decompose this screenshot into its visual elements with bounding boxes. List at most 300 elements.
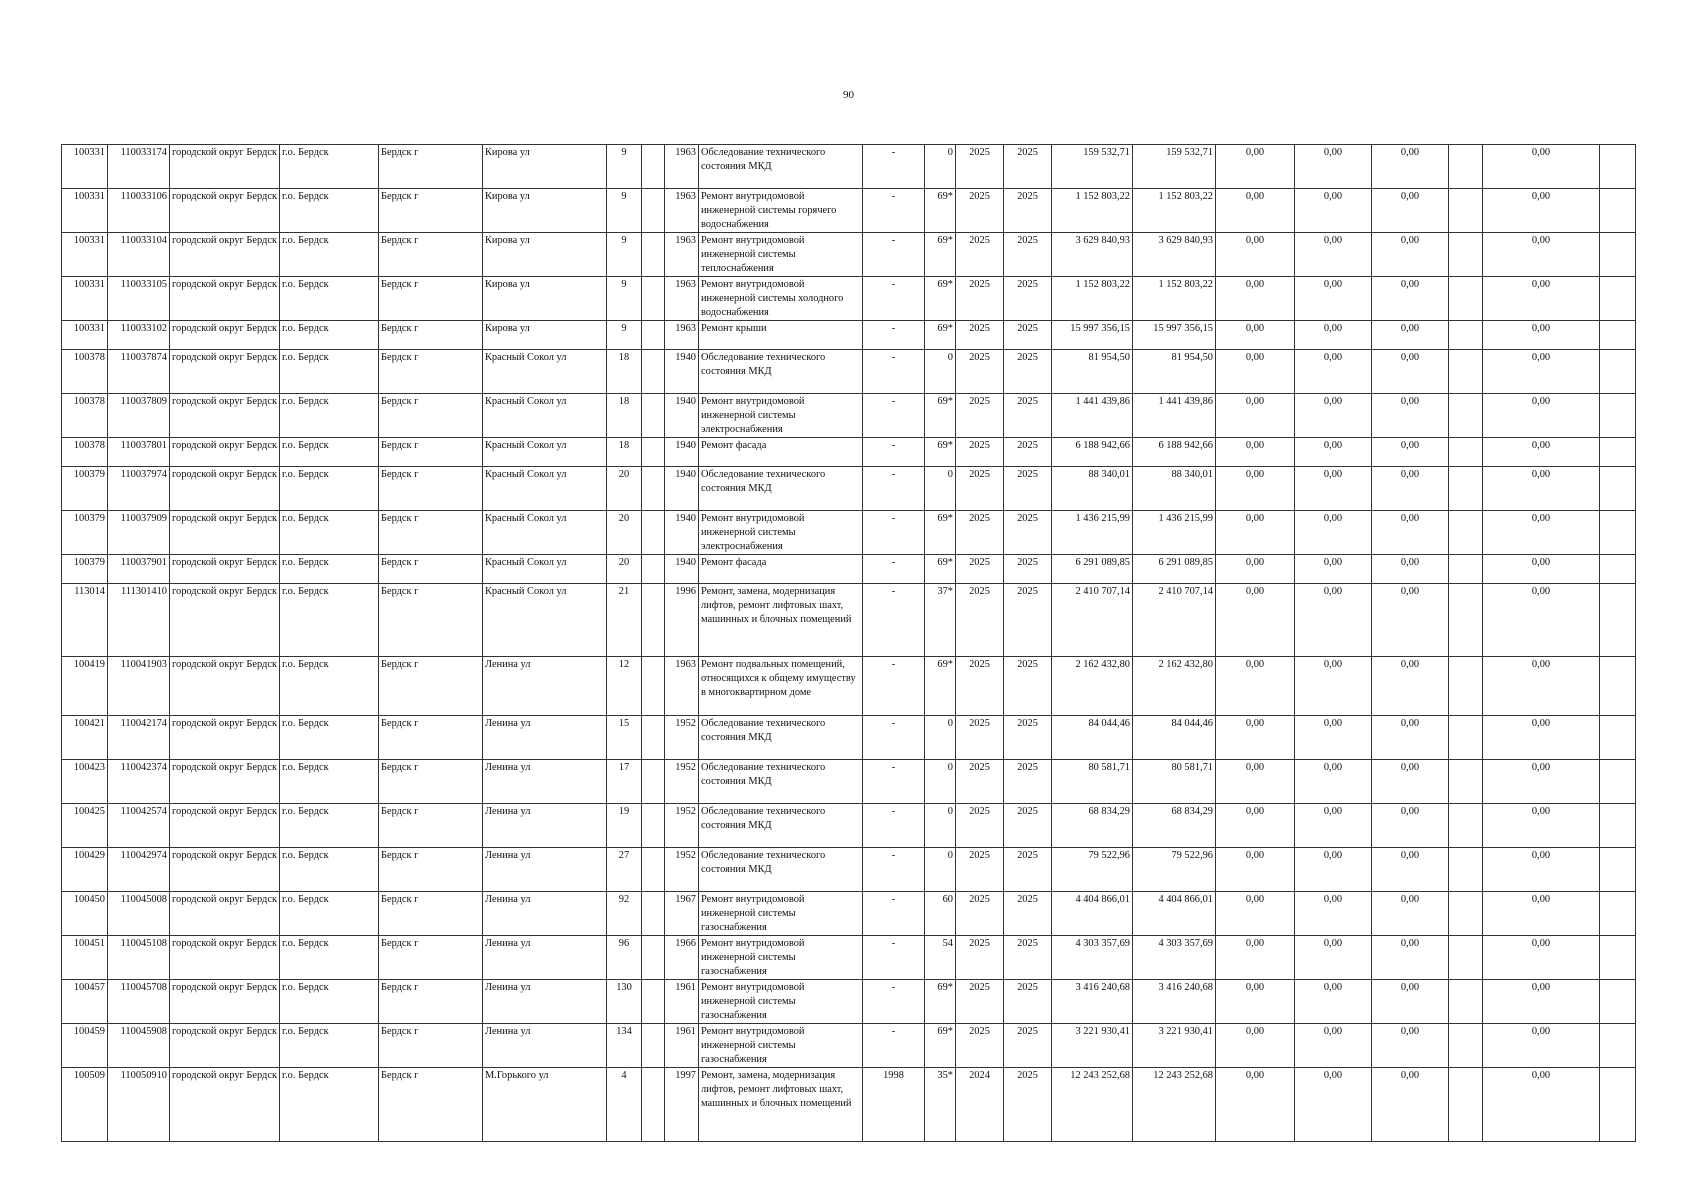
cell-regional-funds: 0,00 xyxy=(1295,321,1372,350)
cell-plan-year-start: 2025 xyxy=(956,233,1004,277)
cell-district: г.о. Бердск xyxy=(280,438,379,467)
cell-regional-funds: 0,00 xyxy=(1295,394,1372,438)
cell-wear-percent: 69* xyxy=(925,980,956,1024)
cell-street: Кирова ул xyxy=(483,321,607,350)
cell-building-letter xyxy=(642,1024,665,1068)
cell-house-id: 100379 xyxy=(62,555,108,584)
cell-plan-year-end: 2025 xyxy=(1004,555,1052,584)
cell-total-cost: 81 954,50 xyxy=(1052,350,1133,394)
cell-last-repair-year: - xyxy=(863,467,925,511)
cell-work-id: 110033104 xyxy=(108,233,170,277)
cell-build-year: 1940 xyxy=(665,394,699,438)
cell-street: Ленина ул xyxy=(483,804,607,848)
cell-plan-year-end: 2025 xyxy=(1004,980,1052,1024)
cell-fund-cost: 3 221 930,41 xyxy=(1133,1024,1216,1068)
cell-extra-col xyxy=(1449,189,1483,233)
cell-last-repair-year: - xyxy=(863,980,925,1024)
cell-local-funds: 0,00 xyxy=(1372,657,1449,716)
cell-plan-year-start: 2025 xyxy=(956,657,1004,716)
cell-settlement: Бердск г xyxy=(379,1068,483,1142)
cell-regional-funds: 0,00 xyxy=(1295,804,1372,848)
cell-extra-col xyxy=(1449,394,1483,438)
page-number: 90 xyxy=(843,89,854,101)
cell-local-funds: 0,00 xyxy=(1372,936,1449,980)
cell-building-letter xyxy=(642,394,665,438)
cell-total-cost: 2 410 707,14 xyxy=(1052,584,1133,657)
cell-settlement: Бердск г xyxy=(379,716,483,760)
cell-federal-funds: 0,00 xyxy=(1216,350,1295,394)
cell-extra-col xyxy=(1449,848,1483,892)
cell-plan-year-end: 2025 xyxy=(1004,277,1052,321)
cell-house-id: 113014 xyxy=(62,584,108,657)
cell-build-year: 1940 xyxy=(665,467,699,511)
cell-regional-funds: 0,00 xyxy=(1295,936,1372,980)
cell-street: Ленина ул xyxy=(483,1024,607,1068)
cell-fund-cost: 6 188 942,66 xyxy=(1133,438,1216,467)
cell-work-id: 110033174 xyxy=(108,145,170,189)
cell-build-year: 1952 xyxy=(665,716,699,760)
capital-repair-table xyxy=(61,144,1636,1142)
cell-house-id: 100378 xyxy=(62,438,108,467)
cell-district: г.о. Бердск xyxy=(280,804,379,848)
cell-building-letter xyxy=(642,189,665,233)
cell-regional-funds: 0,00 xyxy=(1295,657,1372,716)
cell-municipality: городской округ Бердск xyxy=(170,936,280,980)
cell-federal-funds: 0,00 xyxy=(1216,980,1295,1024)
cell-settlement: Бердск г xyxy=(379,350,483,394)
cell-owner-funds: 0,00 xyxy=(1483,233,1600,277)
cell-municipality: городской округ Бердск xyxy=(170,584,280,657)
cell-federal-funds: 0,00 xyxy=(1216,892,1295,936)
table-row xyxy=(62,438,1636,467)
cell-street: М.Горького ул xyxy=(483,1068,607,1142)
cell-house-number: 130 xyxy=(607,980,642,1024)
cell-local-funds: 0,00 xyxy=(1372,350,1449,394)
cell-street: Ленина ул xyxy=(483,892,607,936)
cell-district: г.о. Бердск xyxy=(280,394,379,438)
cell-build-year: 1963 xyxy=(665,321,699,350)
cell-extra-col xyxy=(1449,277,1483,321)
cell-building-letter xyxy=(642,321,665,350)
cell-work-id: 110042974 xyxy=(108,848,170,892)
cell-house-number: 15 xyxy=(607,716,642,760)
cell-work-id: 110050910 xyxy=(108,1068,170,1142)
cell-work-type: Ремонт фасада xyxy=(699,555,863,584)
cell-note xyxy=(1600,189,1636,233)
cell-work-id: 110045108 xyxy=(108,936,170,980)
cell-house-id: 100378 xyxy=(62,394,108,438)
cell-extra-col xyxy=(1449,716,1483,760)
cell-note xyxy=(1600,277,1636,321)
cell-work-id: 110033105 xyxy=(108,277,170,321)
cell-local-funds: 0,00 xyxy=(1372,555,1449,584)
cell-plan-year-start: 2025 xyxy=(956,980,1004,1024)
cell-note xyxy=(1600,760,1636,804)
cell-local-funds: 0,00 xyxy=(1372,1068,1449,1142)
cell-owner-funds: 0,00 xyxy=(1483,350,1600,394)
cell-local-funds: 0,00 xyxy=(1372,277,1449,321)
cell-municipality: городской округ Бердск xyxy=(170,350,280,394)
cell-plan-year-start: 2025 xyxy=(956,145,1004,189)
cell-total-cost: 79 522,96 xyxy=(1052,848,1133,892)
cell-owner-funds: 0,00 xyxy=(1483,848,1600,892)
cell-district: г.о. Бердск xyxy=(280,657,379,716)
cell-plan-year-end: 2025 xyxy=(1004,1068,1052,1142)
cell-note xyxy=(1600,233,1636,277)
cell-last-repair-year: - xyxy=(863,394,925,438)
table-row xyxy=(62,350,1636,394)
cell-local-funds: 0,00 xyxy=(1372,145,1449,189)
cell-work-type: Ремонт внутридомовой инженерной системы электроснабжения xyxy=(699,511,863,555)
cell-federal-funds: 0,00 xyxy=(1216,804,1295,848)
cell-work-type: Ремонт внутридомовой инженерной системы горячего водоснабжения xyxy=(699,189,863,233)
cell-street: Кирова ул xyxy=(483,145,607,189)
cell-note xyxy=(1600,394,1636,438)
cell-plan-year-end: 2025 xyxy=(1004,716,1052,760)
cell-work-id: 110037909 xyxy=(108,511,170,555)
cell-work-type: Обследование технического состояния МКД xyxy=(699,145,863,189)
cell-district: г.о. Бердск xyxy=(280,189,379,233)
cell-wear-percent: 69* xyxy=(925,277,956,321)
cell-fund-cost: 4 404 866,01 xyxy=(1133,892,1216,936)
cell-wear-percent: 0 xyxy=(925,848,956,892)
cell-district: г.о. Бердск xyxy=(280,1024,379,1068)
cell-plan-year-start: 2025 xyxy=(956,760,1004,804)
cell-municipality: городской округ Бердск xyxy=(170,467,280,511)
cell-district: г.о. Бердск xyxy=(280,760,379,804)
cell-build-year: 1952 xyxy=(665,760,699,804)
cell-work-id: 110045008 xyxy=(108,892,170,936)
cell-plan-year-start: 2025 xyxy=(956,892,1004,936)
cell-wear-percent: 37* xyxy=(925,584,956,657)
cell-local-funds: 0,00 xyxy=(1372,980,1449,1024)
cell-wear-percent: 69* xyxy=(925,233,956,277)
cell-district: г.о. Бердск xyxy=(280,277,379,321)
cell-wear-percent: 69* xyxy=(925,511,956,555)
cell-district: г.о. Бердск xyxy=(280,980,379,1024)
cell-federal-funds: 0,00 xyxy=(1216,277,1295,321)
cell-local-funds: 0,00 xyxy=(1372,716,1449,760)
cell-wear-percent: 0 xyxy=(925,467,956,511)
cell-wear-percent: 0 xyxy=(925,350,956,394)
cell-regional-funds: 0,00 xyxy=(1295,189,1372,233)
cell-work-type: Обследование технического состояния МКД xyxy=(699,467,863,511)
cell-note xyxy=(1600,1068,1636,1142)
cell-federal-funds: 0,00 xyxy=(1216,936,1295,980)
cell-plan-year-start: 2025 xyxy=(956,467,1004,511)
cell-work-type: Ремонт внутридомовой инженерной системы газоснабжения xyxy=(699,980,863,1024)
cell-house-number: 134 xyxy=(607,1024,642,1068)
cell-plan-year-end: 2025 xyxy=(1004,657,1052,716)
cell-total-cost: 1 152 803,22 xyxy=(1052,277,1133,321)
cell-plan-year-end: 2025 xyxy=(1004,848,1052,892)
cell-plan-year-end: 2025 xyxy=(1004,467,1052,511)
cell-house-number: 9 xyxy=(607,145,642,189)
cell-extra-col xyxy=(1449,1068,1483,1142)
cell-extra-col xyxy=(1449,233,1483,277)
table-row xyxy=(62,321,1636,350)
cell-extra-col xyxy=(1449,1024,1483,1068)
cell-fund-cost: 3 416 240,68 xyxy=(1133,980,1216,1024)
cell-work-id: 110041903 xyxy=(108,657,170,716)
cell-work-type: Обследование технического состояния МКД xyxy=(699,350,863,394)
cell-house-number: 18 xyxy=(607,350,642,394)
cell-fund-cost: 81 954,50 xyxy=(1133,350,1216,394)
cell-settlement: Бердск г xyxy=(379,1024,483,1068)
cell-house-number: 92 xyxy=(607,892,642,936)
cell-house-number: 9 xyxy=(607,321,642,350)
cell-regional-funds: 0,00 xyxy=(1295,555,1372,584)
cell-total-cost: 4 404 866,01 xyxy=(1052,892,1133,936)
cell-extra-col xyxy=(1449,760,1483,804)
cell-plan-year-start: 2025 xyxy=(956,277,1004,321)
cell-federal-funds: 0,00 xyxy=(1216,438,1295,467)
cell-settlement: Бердск г xyxy=(379,936,483,980)
cell-plan-year-start: 2025 xyxy=(956,511,1004,555)
cell-municipality: городской округ Бердск xyxy=(170,511,280,555)
cell-last-repair-year: - xyxy=(863,189,925,233)
cell-regional-funds: 0,00 xyxy=(1295,467,1372,511)
cell-federal-funds: 0,00 xyxy=(1216,1024,1295,1068)
cell-local-funds: 0,00 xyxy=(1372,848,1449,892)
cell-settlement: Бердск г xyxy=(379,438,483,467)
cell-house-number: 4 xyxy=(607,1068,642,1142)
cell-last-repair-year: - xyxy=(863,716,925,760)
cell-extra-col xyxy=(1449,350,1483,394)
cell-settlement: Бердск г xyxy=(379,555,483,584)
cell-build-year: 1963 xyxy=(665,145,699,189)
cell-municipality: городской округ Бердск xyxy=(170,716,280,760)
cell-plan-year-start: 2025 xyxy=(956,350,1004,394)
cell-total-cost: 3 221 930,41 xyxy=(1052,1024,1133,1068)
cell-plan-year-start: 2025 xyxy=(956,394,1004,438)
cell-local-funds: 0,00 xyxy=(1372,467,1449,511)
cell-owner-funds: 0,00 xyxy=(1483,1024,1600,1068)
cell-municipality: городской округ Бердск xyxy=(170,892,280,936)
cell-build-year: 1963 xyxy=(665,233,699,277)
cell-total-cost: 3 629 840,93 xyxy=(1052,233,1133,277)
cell-work-id: 110045908 xyxy=(108,1024,170,1068)
cell-municipality: городской округ Бердск xyxy=(170,1068,280,1142)
cell-note xyxy=(1600,848,1636,892)
cell-plan-year-end: 2025 xyxy=(1004,350,1052,394)
cell-note xyxy=(1600,657,1636,716)
cell-extra-col xyxy=(1449,321,1483,350)
cell-regional-funds: 0,00 xyxy=(1295,277,1372,321)
cell-owner-funds: 0,00 xyxy=(1483,584,1600,657)
cell-street: Красный Сокол ул xyxy=(483,394,607,438)
cell-house-number: 20 xyxy=(607,467,642,511)
cell-street: Красный Сокол ул xyxy=(483,467,607,511)
cell-build-year: 1966 xyxy=(665,936,699,980)
cell-last-repair-year: - xyxy=(863,438,925,467)
cell-settlement: Бердск г xyxy=(379,657,483,716)
cell-regional-funds: 0,00 xyxy=(1295,716,1372,760)
cell-note xyxy=(1600,980,1636,1024)
cell-federal-funds: 0,00 xyxy=(1216,189,1295,233)
cell-local-funds: 0,00 xyxy=(1372,1024,1449,1068)
cell-municipality: городской округ Бердск xyxy=(170,555,280,584)
cell-building-letter xyxy=(642,438,665,467)
cell-wear-percent: 0 xyxy=(925,716,956,760)
cell-regional-funds: 0,00 xyxy=(1295,1068,1372,1142)
cell-build-year: 1940 xyxy=(665,350,699,394)
cell-federal-funds: 0,00 xyxy=(1216,848,1295,892)
cell-owner-funds: 0,00 xyxy=(1483,804,1600,848)
cell-fund-cost: 1 441 439,86 xyxy=(1133,394,1216,438)
cell-work-type: Ремонт внутридомовой инженерной системы газоснабжения xyxy=(699,936,863,980)
cell-municipality: городской округ Бердск xyxy=(170,233,280,277)
cell-last-repair-year: - xyxy=(863,936,925,980)
cell-house-id: 100429 xyxy=(62,848,108,892)
cell-plan-year-end: 2025 xyxy=(1004,804,1052,848)
cell-note xyxy=(1600,1024,1636,1068)
cell-owner-funds: 0,00 xyxy=(1483,511,1600,555)
cell-fund-cost: 79 522,96 xyxy=(1133,848,1216,892)
cell-wear-percent: 69* xyxy=(925,438,956,467)
cell-building-letter xyxy=(642,277,665,321)
table-row xyxy=(62,467,1636,511)
table-row xyxy=(62,1024,1636,1068)
cell-house-id: 100331 xyxy=(62,321,108,350)
cell-house-id: 100331 xyxy=(62,145,108,189)
cell-house-id: 100379 xyxy=(62,467,108,511)
table-row xyxy=(62,936,1636,980)
cell-owner-funds: 0,00 xyxy=(1483,657,1600,716)
cell-street: Ленина ул xyxy=(483,980,607,1024)
cell-house-number: 18 xyxy=(607,394,642,438)
cell-house-id: 100509 xyxy=(62,1068,108,1142)
cell-municipality: городской округ Бердск xyxy=(170,980,280,1024)
cell-federal-funds: 0,00 xyxy=(1216,760,1295,804)
cell-federal-funds: 0,00 xyxy=(1216,657,1295,716)
cell-street: Красный Сокол ул xyxy=(483,555,607,584)
cell-house-number: 27 xyxy=(607,848,642,892)
cell-work-type: Обследование технического состояния МКД xyxy=(699,804,863,848)
cell-house-id: 100419 xyxy=(62,657,108,716)
table-row xyxy=(62,804,1636,848)
cell-owner-funds: 0,00 xyxy=(1483,145,1600,189)
cell-regional-funds: 0,00 xyxy=(1295,980,1372,1024)
cell-building-letter xyxy=(642,980,665,1024)
cell-extra-col xyxy=(1449,145,1483,189)
cell-wear-percent: 69* xyxy=(925,189,956,233)
cell-owner-funds: 0,00 xyxy=(1483,321,1600,350)
cell-fund-cost: 84 044,46 xyxy=(1133,716,1216,760)
cell-owner-funds: 0,00 xyxy=(1483,936,1600,980)
cell-federal-funds: 0,00 xyxy=(1216,467,1295,511)
cell-building-letter xyxy=(642,467,665,511)
cell-plan-year-end: 2025 xyxy=(1004,321,1052,350)
cell-wear-percent: 54 xyxy=(925,936,956,980)
cell-house-number: 19 xyxy=(607,804,642,848)
cell-fund-cost: 4 303 357,69 xyxy=(1133,936,1216,980)
cell-wear-percent: 60 xyxy=(925,892,956,936)
cell-total-cost: 88 340,01 xyxy=(1052,467,1133,511)
cell-note xyxy=(1600,936,1636,980)
cell-note xyxy=(1600,321,1636,350)
cell-owner-funds: 0,00 xyxy=(1483,189,1600,233)
cell-note xyxy=(1600,438,1636,467)
table-row xyxy=(62,189,1636,233)
cell-last-repair-year: - xyxy=(863,892,925,936)
cell-plan-year-start: 2025 xyxy=(956,438,1004,467)
cell-house-id: 100421 xyxy=(62,716,108,760)
cell-settlement: Бердск г xyxy=(379,467,483,511)
cell-house-number: 18 xyxy=(607,438,642,467)
cell-plan-year-end: 2025 xyxy=(1004,1024,1052,1068)
cell-house-number: 20 xyxy=(607,511,642,555)
cell-extra-col xyxy=(1449,657,1483,716)
cell-last-repair-year: - xyxy=(863,555,925,584)
cell-work-type: Ремонт, замена, модернизация лифтов, ремонт лифтовых шахт, машинных и блочных помещений xyxy=(699,584,863,657)
cell-work-id: 110037874 xyxy=(108,350,170,394)
cell-work-type: Ремонт внутридомовой инженерной системы газоснабжения xyxy=(699,892,863,936)
cell-note xyxy=(1600,467,1636,511)
cell-wear-percent: 69* xyxy=(925,657,956,716)
cell-work-type: Ремонт внутридомовой инженерной системы электроснабжения xyxy=(699,394,863,438)
cell-local-funds: 0,00 xyxy=(1372,233,1449,277)
cell-build-year: 1940 xyxy=(665,438,699,467)
cell-note xyxy=(1600,804,1636,848)
cell-owner-funds: 0,00 xyxy=(1483,438,1600,467)
cell-house-id: 100457 xyxy=(62,980,108,1024)
cell-total-cost: 6 188 942,66 xyxy=(1052,438,1133,467)
cell-settlement: Бердск г xyxy=(379,511,483,555)
cell-settlement: Бердск г xyxy=(379,233,483,277)
table-row xyxy=(62,760,1636,804)
cell-district: г.о. Бердск xyxy=(280,936,379,980)
cell-house-number: 9 xyxy=(607,189,642,233)
cell-plan-year-start: 2025 xyxy=(956,584,1004,657)
cell-settlement: Бердск г xyxy=(379,189,483,233)
cell-total-cost: 68 834,29 xyxy=(1052,804,1133,848)
cell-street: Ленина ул xyxy=(483,716,607,760)
cell-house-number: 20 xyxy=(607,555,642,584)
cell-federal-funds: 0,00 xyxy=(1216,716,1295,760)
cell-last-repair-year: - xyxy=(863,145,925,189)
cell-municipality: городской округ Бердск xyxy=(170,848,280,892)
cell-settlement: Бердск г xyxy=(379,980,483,1024)
cell-fund-cost: 15 997 356,15 xyxy=(1133,321,1216,350)
cell-work-id: 110042174 xyxy=(108,716,170,760)
cell-federal-funds: 0,00 xyxy=(1216,145,1295,189)
cell-local-funds: 0,00 xyxy=(1372,438,1449,467)
cell-street: Ленина ул xyxy=(483,936,607,980)
cell-house-number: 96 xyxy=(607,936,642,980)
cell-district: г.о. Бердск xyxy=(280,321,379,350)
cell-settlement: Бердск г xyxy=(379,584,483,657)
cell-federal-funds: 0,00 xyxy=(1216,394,1295,438)
cell-fund-cost: 12 243 252,68 xyxy=(1133,1068,1216,1142)
cell-building-letter xyxy=(642,804,665,848)
cell-last-repair-year: - xyxy=(863,1024,925,1068)
cell-regional-funds: 0,00 xyxy=(1295,233,1372,277)
cell-regional-funds: 0,00 xyxy=(1295,438,1372,467)
table-row xyxy=(62,1068,1636,1142)
cell-wear-percent: 69* xyxy=(925,1024,956,1068)
cell-federal-funds: 0,00 xyxy=(1216,555,1295,584)
cell-plan-year-end: 2025 xyxy=(1004,233,1052,277)
cell-settlement: Бердск г xyxy=(379,848,483,892)
cell-house-id: 100450 xyxy=(62,892,108,936)
cell-work-type: Ремонт подвальных помещений, относящихся к общему имуществу в многоквартирном доме xyxy=(699,657,863,716)
cell-work-id: 110037801 xyxy=(108,438,170,467)
cell-wear-percent: 69* xyxy=(925,394,956,438)
cell-work-id: 110042574 xyxy=(108,804,170,848)
cell-municipality: городской округ Бердск xyxy=(170,1024,280,1068)
cell-build-year: 1952 xyxy=(665,848,699,892)
